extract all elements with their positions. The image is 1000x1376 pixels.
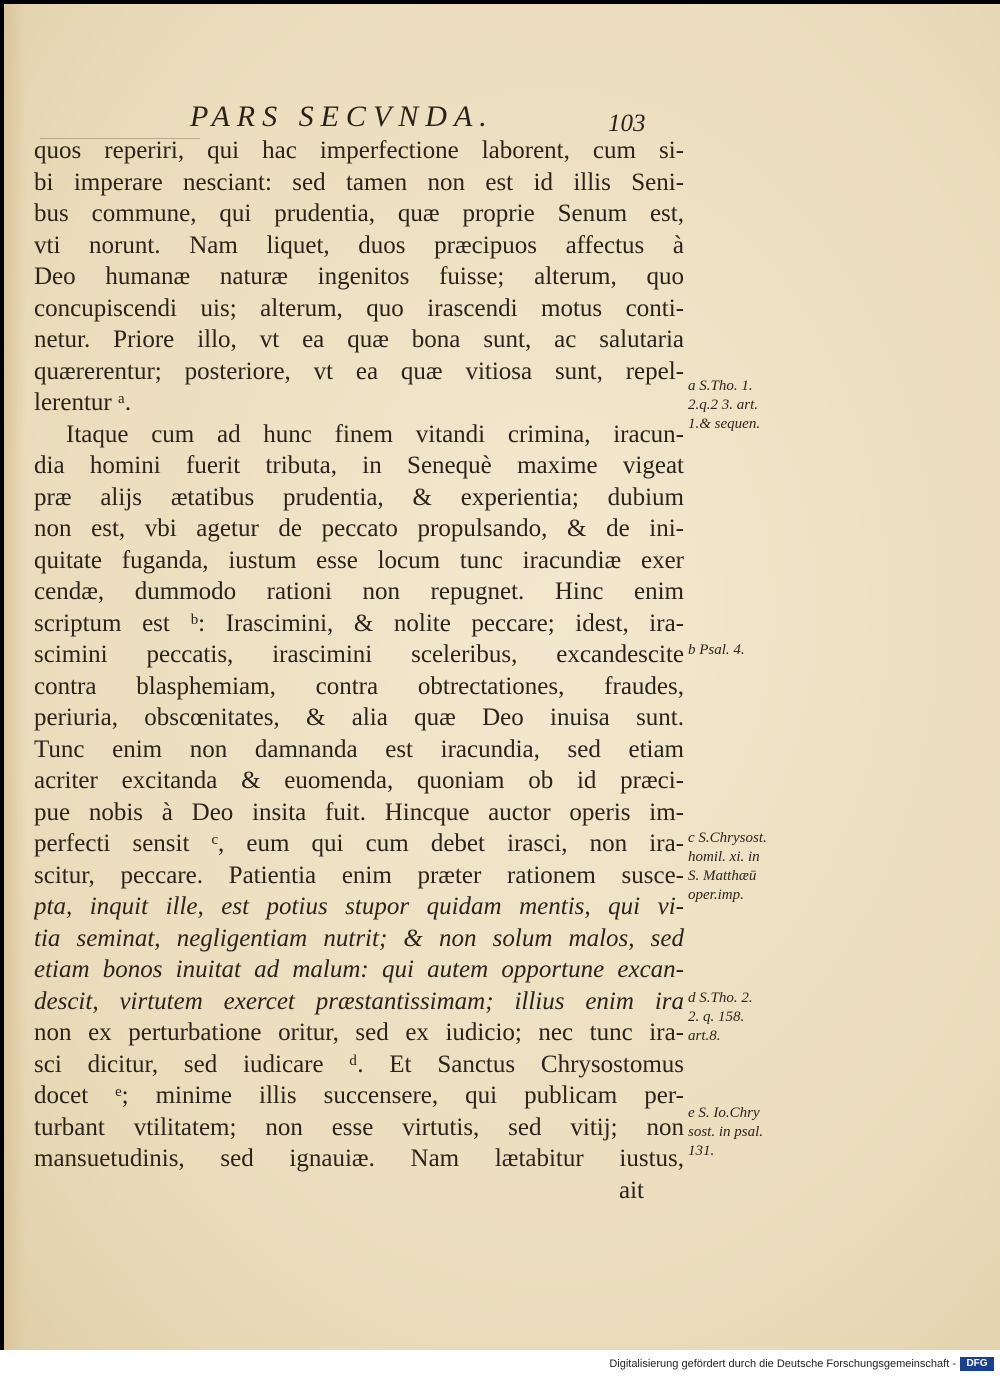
text-line: Deo humanæ naturæ ingenitos fuisse; alterum, quo xyxy=(34,263,684,290)
margin-note-line: a S.Tho. 1. xyxy=(688,378,753,394)
catchword: ait xyxy=(619,1176,644,1204)
text-line: quærerentur; posteriore, vt ea quæ vitiosa sunt, repel- xyxy=(34,357,684,385)
text-line: quos reperiri, qui hac imperfectione laborent, cum si- xyxy=(34,137,684,164)
text-line: cendæ, dummodo rationi non repugnet. Hinc enim xyxy=(34,578,684,605)
margin-note-line: 1.& sequen. xyxy=(688,416,761,432)
text-line: turbant vtilitatem; non esse virtutis, sed vitij; non xyxy=(34,1113,684,1141)
margin-note-line: 131. xyxy=(688,1143,715,1159)
text-line: Tunc enim non damnanda est iracundia, sed etiam xyxy=(34,735,684,763)
text-line: contra blasphemiam, contra obtrectationes, fraudes, xyxy=(34,672,684,700)
funding-credit: Digitalisierung gefördert durch die Deutsche Forschungsgemeinschaft - xyxy=(609,1358,956,1370)
text-line: periuria, obscœnitates, & alia quæ Deo inuisa sunt. xyxy=(34,704,684,731)
body-text xyxy=(34,135,684,1206)
text-line: bi imperare nesciant: sed tamen non est id illis Seni- xyxy=(34,168,684,196)
text-line: pue nobis à Deo insita fuit. Hincque auctor operis im- xyxy=(34,798,684,826)
text-line: non ex perturbatione oritur, sed ex iudicio; nec tunc ira- xyxy=(34,1019,684,1046)
margin-note-line: e S. Io.Chry xyxy=(688,1105,760,1121)
text-line: etiam bonos inuitat ad malum: qui autem opportune excan- xyxy=(34,956,684,983)
margin-note-line: oper.imp. xyxy=(688,887,744,903)
text-line: non est, vbi agetur de peccato propulsando, & de ini- xyxy=(34,515,684,542)
text-line: pta, inquit ille, est potius stupor quidam mentis, qui vi- xyxy=(34,893,684,920)
text-line: scriptum est ᵇ: Irascimini, & nolite peccare; idest, ira- xyxy=(34,609,684,637)
text-line: bus commune, qui prudentia, quæ proprie Senum est, xyxy=(34,200,684,227)
text-line: acriter excitanda & euomenda, quoniam ob id præci- xyxy=(34,767,684,794)
margin-note-line: 2.q.2 3. art. xyxy=(688,397,759,413)
text-line: lerentur ᵃ. xyxy=(34,389,132,416)
text-line: docet ᵉ; minime illis succensere, qui publicam per- xyxy=(34,1082,684,1109)
text-line: descit, virtutem exercet præstantissimam; illius enim ira xyxy=(34,987,684,1015)
footer-bar xyxy=(0,1350,1000,1376)
text-line: perfecti sensit ᶜ, eum qui cum debet irasci, non ira- xyxy=(34,830,684,857)
text-line: præ alijs ætatibus prudentia, & experientia; dubium xyxy=(34,483,684,511)
text-line: Itaque cum ad hunc finem vitandi crimina, iracun- xyxy=(66,420,684,448)
margin-note-line: 2. q. 158. xyxy=(688,1009,745,1025)
text-line: netur. Priore illo, vt ea quæ bona sunt, ac salutaria xyxy=(34,326,684,353)
margin-note-d xyxy=(688,989,800,1046)
margin-note-e xyxy=(688,1104,800,1161)
margin-note-line: c S.Chrysost. xyxy=(688,830,767,846)
margin-note-line: S. Matthæū xyxy=(688,868,757,884)
running-head: PARS SECVNDA. xyxy=(190,100,494,133)
text-line: dia homini fuerit tributa, in Senequè maxime vigeat xyxy=(34,452,684,479)
text-line: scitur, peccare. Patientia enim præter rationem susce- xyxy=(34,861,684,889)
text-line: vti norunt. Nam liquet, duos præcipuos affectus à xyxy=(34,231,684,259)
text-line: mansuetudinis, sed ignauiæ. Nam lætabitur iustus, xyxy=(34,1145,684,1172)
margin-note-line: d S.Tho. 2. xyxy=(688,990,753,1006)
margin-note-line: art.8. xyxy=(688,1028,721,1044)
text-line: sci dicitur, sed iudicare ᵈ. Et Sanctus Chrysostomus xyxy=(34,1050,684,1078)
margin-note-c xyxy=(688,829,800,905)
margin-note-line: b Psal. 4. xyxy=(688,642,745,658)
book-page xyxy=(4,4,1000,1350)
text-line: scimini peccatis, irascimini sceleribus, excandescite xyxy=(34,641,684,668)
margin-note-line: homil. xi. in xyxy=(688,849,760,865)
margin-note-b xyxy=(688,641,800,660)
margin-note-a xyxy=(688,377,800,434)
dfg-logo[interactable]: DFG xyxy=(960,1357,994,1371)
margin-note-line: sost. in psal. xyxy=(688,1124,764,1140)
text-line: quitate fuganda, iustum esse locum tunc iracundiæ exer xyxy=(34,546,684,574)
text-line: tia seminat, negligentiam nutrit; & non solum malos, sed xyxy=(34,924,684,952)
page-number: 103 xyxy=(608,110,646,137)
page-edge-shadow xyxy=(4,4,26,1350)
text-line: concupiscendi uis; alterum, quo irascendi motus conti- xyxy=(34,294,684,322)
